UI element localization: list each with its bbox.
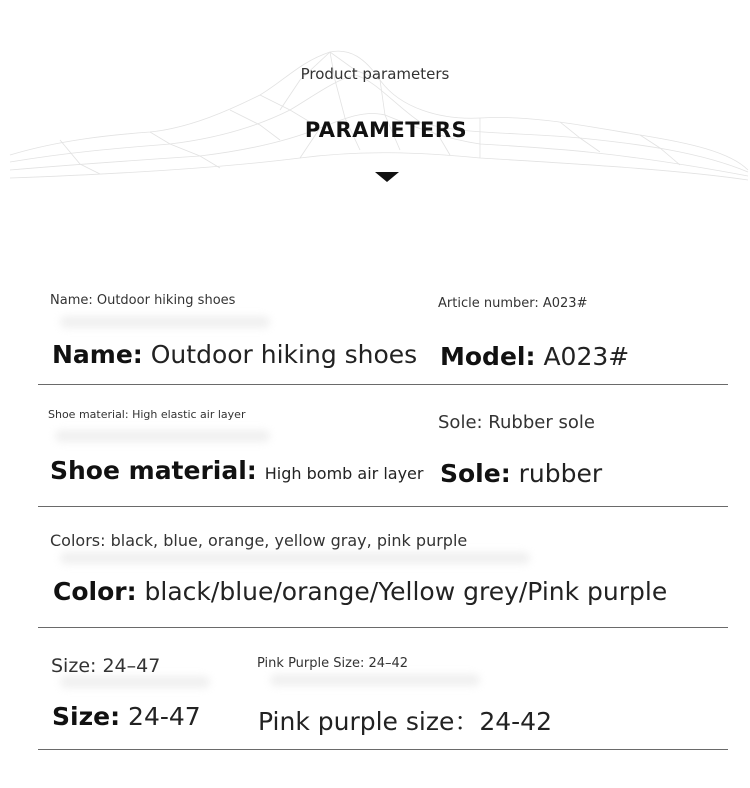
header-banner (0, 0, 750, 230)
blurred-shadow (60, 552, 530, 564)
size-field (52, 702, 201, 731)
blurred-shadow (60, 676, 210, 688)
divider (38, 384, 728, 385)
sole-label: Sole: (440, 459, 511, 488)
name-small-label: Name: Outdoor hiking shoes (50, 293, 236, 308)
page-title: PARAMETERS (304, 118, 468, 142)
color-label: Color: (53, 577, 137, 606)
blurred-shadow (270, 674, 480, 686)
blurred-shadow (55, 430, 270, 442)
sole-value: rubber (518, 459, 603, 488)
sole-field (440, 459, 602, 488)
divider (38, 749, 728, 750)
divider (38, 627, 728, 628)
shoe-material-label: Shoe material: (50, 456, 257, 485)
shoe-material-value: High bomb air layer (264, 464, 424, 483)
article-number-small-label: Article number: A023# (438, 296, 588, 311)
divider (38, 506, 728, 507)
pink-purple-size-value: Pink purple size：24-42 (258, 707, 552, 736)
size-label: Size: (52, 702, 121, 731)
sole-small-label: Sole: Rubber sole (438, 412, 595, 433)
name-field (52, 340, 417, 369)
blurred-shadow (60, 316, 270, 328)
size-small-label: Size: 24–47 (51, 655, 161, 677)
colors-small-label: Colors: black, blue, orange, yellow gray, pink purple (50, 531, 468, 550)
color-value: black/blue/orange/Yellow grey/Pink purple (144, 577, 668, 606)
name-label: Name: (52, 340, 143, 369)
color-field (53, 577, 667, 606)
model-field (440, 342, 629, 371)
pink-purple-size-small-label: Pink Purple Size: 24–42 (257, 656, 409, 671)
model-value: A023# (543, 342, 630, 371)
name-value: Outdoor hiking shoes (150, 340, 418, 369)
page-subtitle: Product parameters (300, 65, 450, 83)
model-label: Model: (440, 342, 536, 371)
size-value: 24-47 (128, 702, 201, 731)
down-arrow-icon (375, 172, 399, 182)
shoe-material-field (50, 456, 423, 485)
mountain-wireframe-graphic (0, 40, 750, 190)
shoe-material-small-label: Shoe material: High elastic air layer (48, 408, 246, 421)
